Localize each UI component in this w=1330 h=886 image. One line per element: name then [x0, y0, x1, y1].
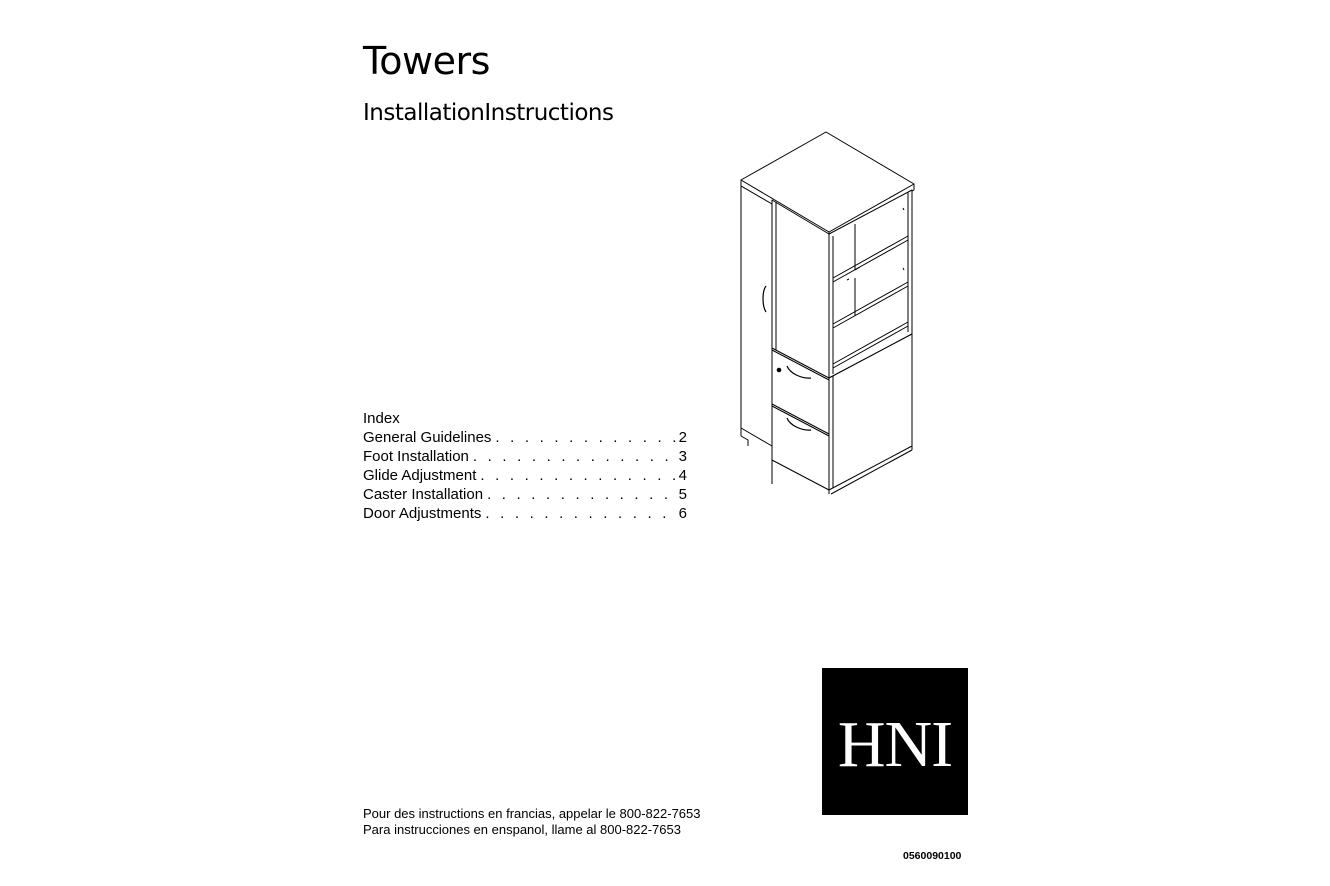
index-entry-page: 3 — [678, 448, 687, 465]
index-entry-page: 2 — [678, 429, 687, 446]
index-section — [363, 409, 687, 523]
footer-contact — [363, 806, 701, 838]
index-entry-page: 4 — [678, 467, 687, 484]
tall-door — [741, 186, 772, 446]
index-heading: Index — [363, 410, 400, 427]
dot-leader — [487, 485, 677, 504]
lock-icon — [777, 368, 781, 372]
index-entry-general-guidelines — [363, 428, 687, 447]
index-entry-label: Door Adjustments — [363, 505, 482, 522]
index-entry-caster-installation — [363, 485, 687, 504]
index-entry-page: 6 — [678, 505, 687, 522]
index-entry-foot-installation — [363, 447, 687, 466]
index-entry-label: Caster Installation — [363, 486, 484, 503]
index-entry-label: Glide Adjustment — [363, 467, 477, 484]
logo-text: HNI — [837, 707, 953, 781]
dot-leader — [480, 466, 676, 485]
index-entry-door-adjustments — [363, 504, 687, 523]
index-entry-glide-adjustment — [363, 466, 687, 485]
index-entry-page: 5 — [678, 486, 687, 503]
tower-cabinet-illustration — [735, 128, 920, 498]
dot-leader — [495, 428, 676, 447]
dot-leader — [473, 447, 677, 466]
french-contact-line: Pour des instructions en francias, appelar le 800-822-7653 — [363, 806, 701, 821]
hni-logo — [822, 668, 968, 815]
index-entry-label: Foot Installation — [363, 448, 469, 465]
document-title: Towers — [363, 39, 490, 83]
index-entry-label: General Guidelines — [363, 429, 492, 446]
document-subtitle: InstallationInstructions — [363, 100, 614, 126]
spanish-contact-line: Para instrucciones en enspanol, llame al 800-822-7653 — [363, 822, 681, 837]
document-number: 0560090100 — [903, 850, 962, 862]
dot-leader — [485, 504, 676, 523]
